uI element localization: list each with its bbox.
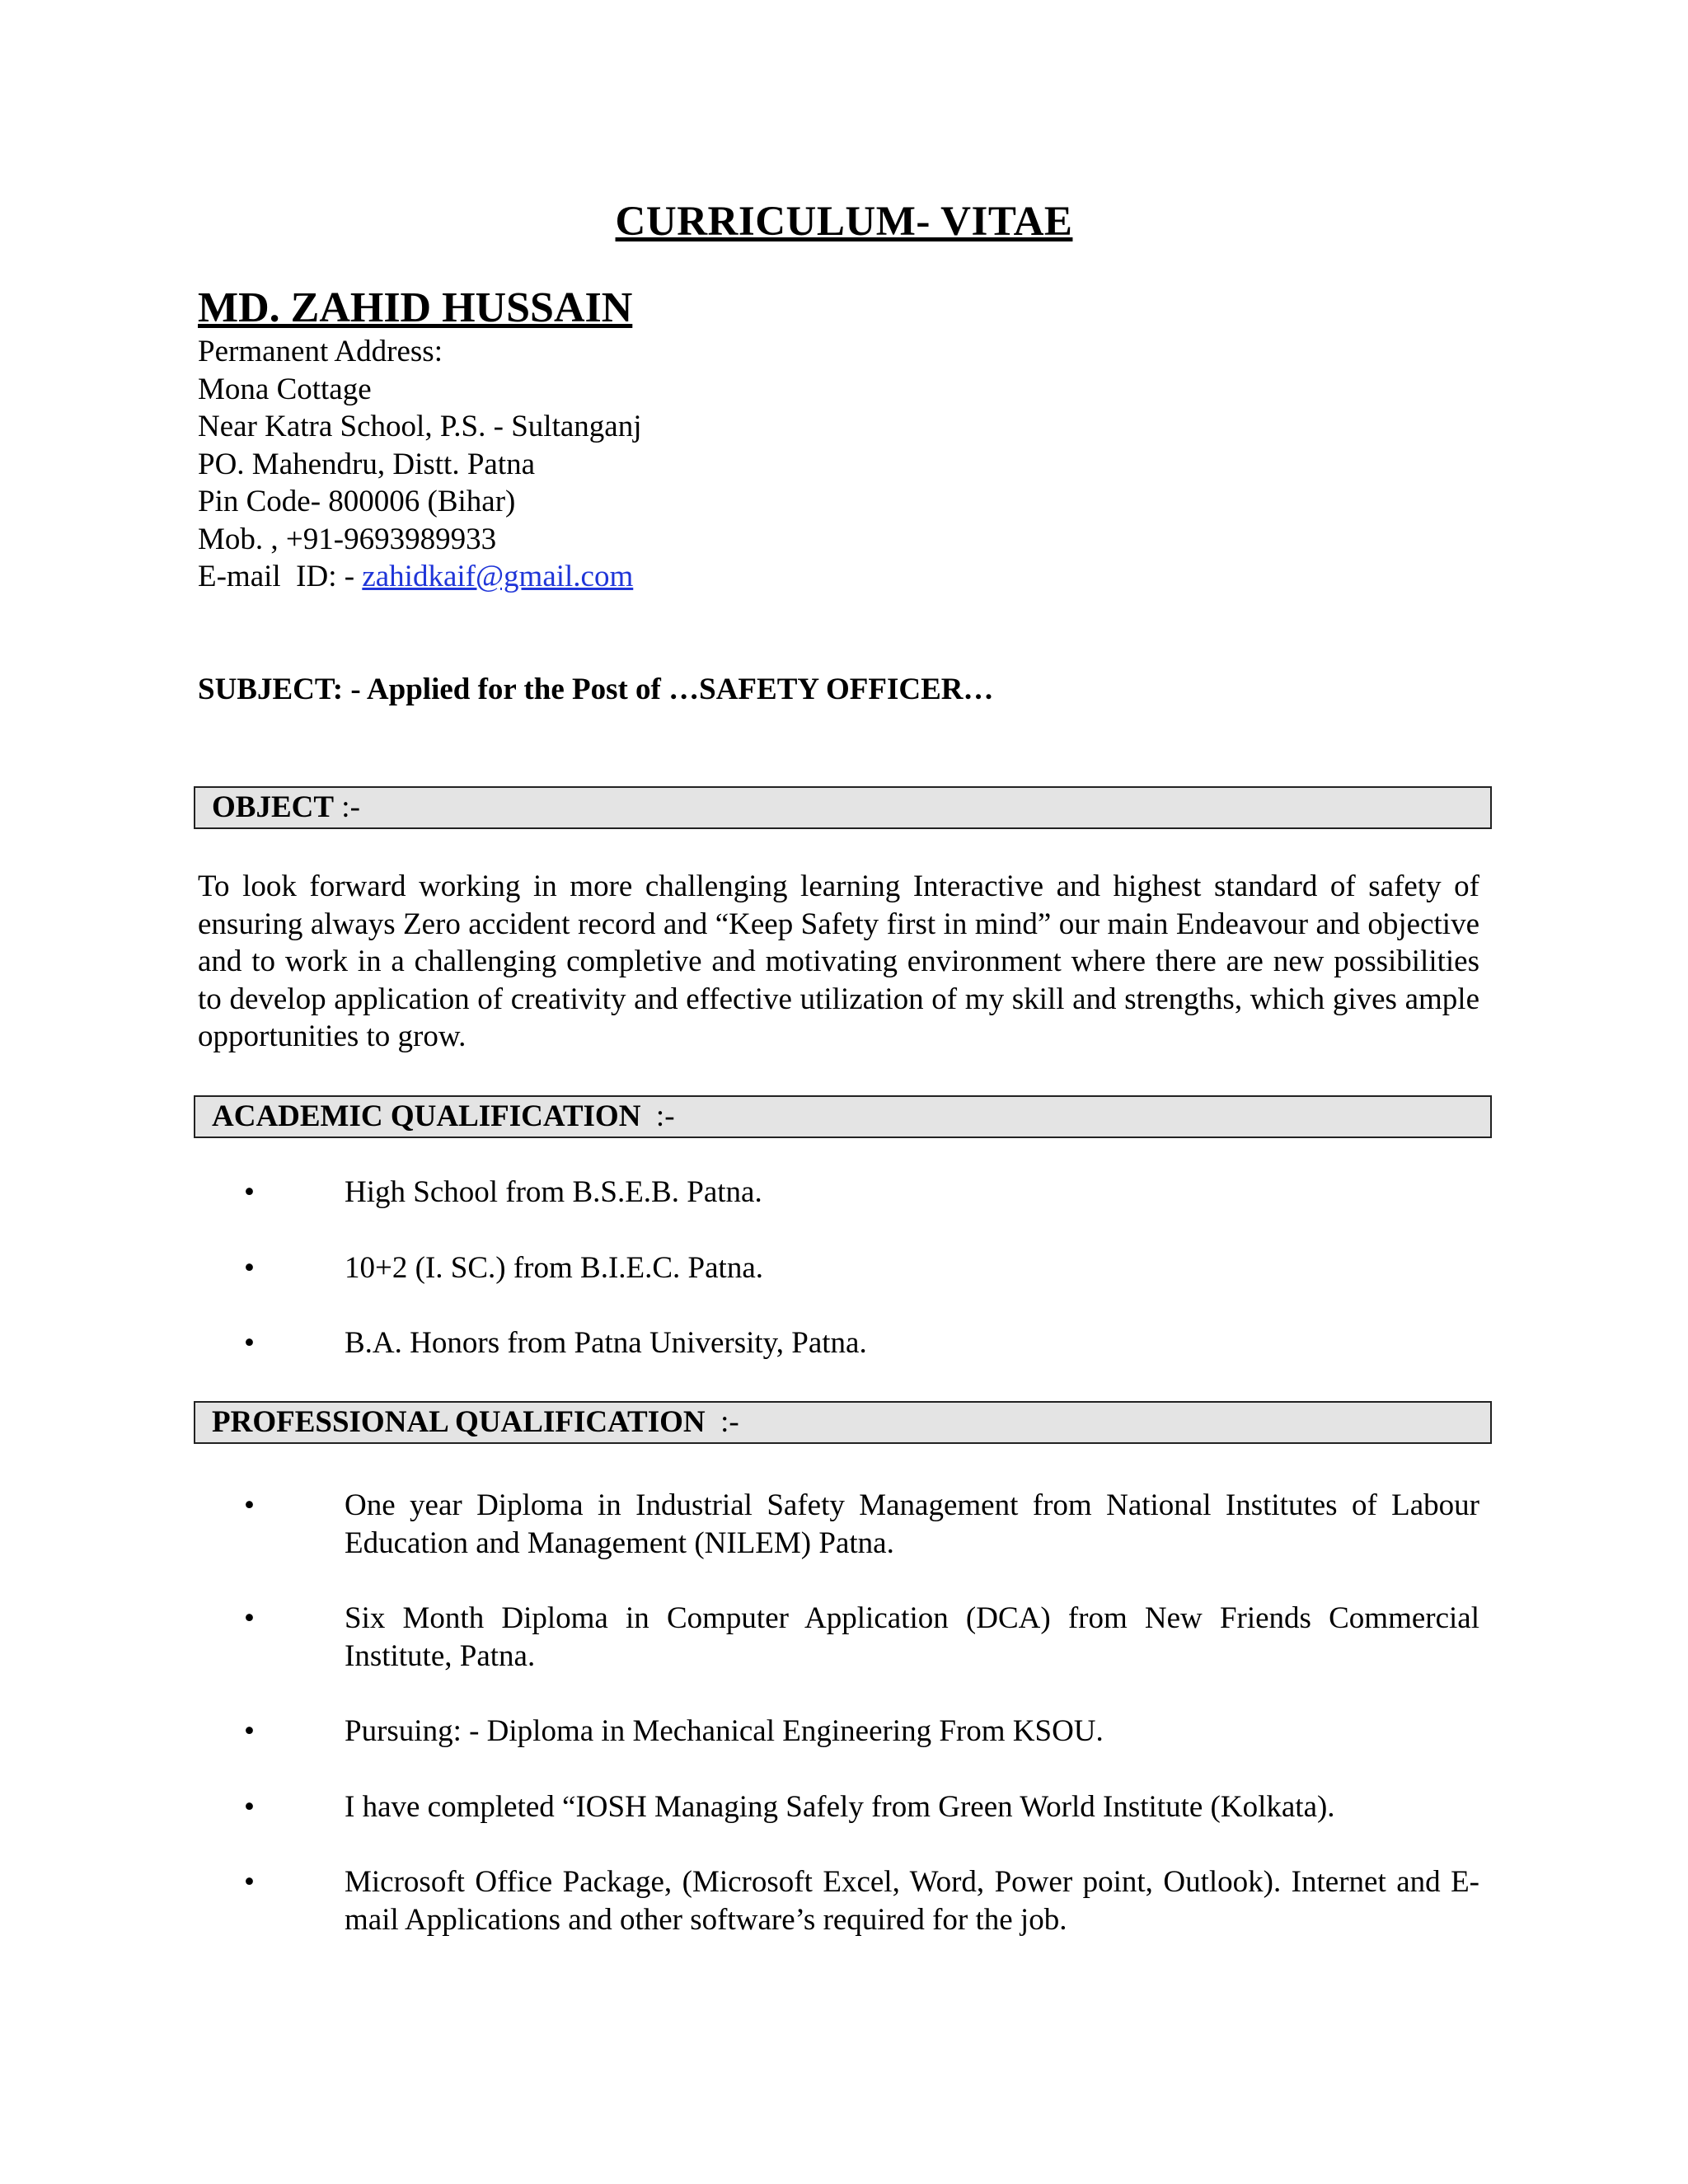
objective-paragraph: To look forward working in more challenging learning Interactive and highest standard of safety of ensuring always Zero accident record and “Keep Safety first in mind” our main Endeavour and objective and to work in a challenging completive and motivating environment where there are new possibilities to develop application of creativity and effective utilization of my skill and strengths, which gives ample opportunities to grow.: [198, 869, 1479, 1053]
email-link[interactable]: zahidkaif@gmail.com: [362, 560, 634, 593]
section-heading-suffix: :-: [334, 790, 360, 824]
section-heading-text: PROFESSIONAL QUALIFICATION: [212, 1405, 706, 1439]
email-label: E-mail ID: -: [198, 560, 363, 593]
list-item-text: Microsoft Office Package, (Microsoft Excel, Word, Power point, Outlook). Internet and E-mail Applications and other software’s required for the job.: [345, 1865, 1479, 1937]
list-item-text: High School from B.S.E.B. Patna.: [345, 1175, 762, 1209]
list-item-text: B.A. Honors from Patna University, Patna.: [345, 1326, 867, 1360]
address-line: Mona Cottage: [198, 372, 372, 406]
list-item-text: Six Month Diploma in Computer Application (DCA) from New Friends Commercial Institute, Patna.: [345, 1601, 1479, 1673]
bullet-icon: •: [244, 1865, 255, 1899]
permanent-address-block: [198, 333, 641, 596]
bullet-icon: •: [244, 1250, 255, 1285]
section-heading-text: OBJECT: [212, 790, 335, 824]
mobile-number: Mob. , +91-9693989933: [198, 522, 497, 556]
list-item: [198, 1174, 1479, 1212]
professional-list: [198, 1487, 1479, 1938]
section-heading-academic: [194, 1095, 1492, 1138]
document-title: CURRICULUM- VITAE: [615, 199, 1073, 245]
list-item: [198, 1249, 1479, 1287]
academic-list: [198, 1174, 1479, 1362]
list-item-text: Pursuing: - Diploma in Mechanical Engineering From KSOU.: [345, 1714, 1104, 1748]
address-line: Pin Code- 800006 (Bihar): [198, 485, 516, 518]
section-heading-object: [194, 786, 1492, 829]
bullet-icon: •: [244, 1326, 255, 1360]
list-item: [198, 1713, 1479, 1750]
list-item: [198, 1863, 1479, 1938]
section-heading-professional: [194, 1401, 1492, 1444]
candidate-name: MD. ZAHID HUSSAIN: [198, 284, 633, 331]
address-line: PO. Mahendru, Distt. Patna: [198, 447, 536, 481]
address-line: Near Katra School, P.S. - Sultanganj: [198, 410, 642, 443]
list-item-text: One year Diploma in Industrial Safety Management from National Institutes of Labour Education and Management (NILEM) Patna.: [345, 1488, 1479, 1560]
bullet-icon: •: [244, 1488, 255, 1522]
list-item: [198, 1487, 1479, 1562]
address-label: Permanent Address:: [198, 335, 443, 368]
list-item: [198, 1324, 1479, 1362]
list-item-text: 10+2 (I. SC.) from B.I.E.C. Patna.: [345, 1250, 763, 1285]
email-row: [198, 558, 641, 596]
section-heading-suffix: :-: [705, 1405, 739, 1439]
bullet-icon: •: [244, 1175, 255, 1209]
bullet-icon: •: [244, 1789, 255, 1824]
list-item: [198, 1788, 1479, 1826]
list-item-text: I have completed “IOSH Managing Safely from Green World Institute (Kolkata).: [345, 1789, 1335, 1824]
subject-line: SUBJECT: - Applied for the Post of …SAFETY OFFICER…: [198, 673, 994, 706]
section-heading-suffix: :-: [640, 1099, 675, 1133]
bullet-icon: •: [244, 1714, 255, 1748]
section-heading-text: ACADEMIC QUALIFICATION: [212, 1099, 641, 1133]
list-item: [198, 1600, 1479, 1675]
bullet-icon: •: [244, 1601, 255, 1635]
